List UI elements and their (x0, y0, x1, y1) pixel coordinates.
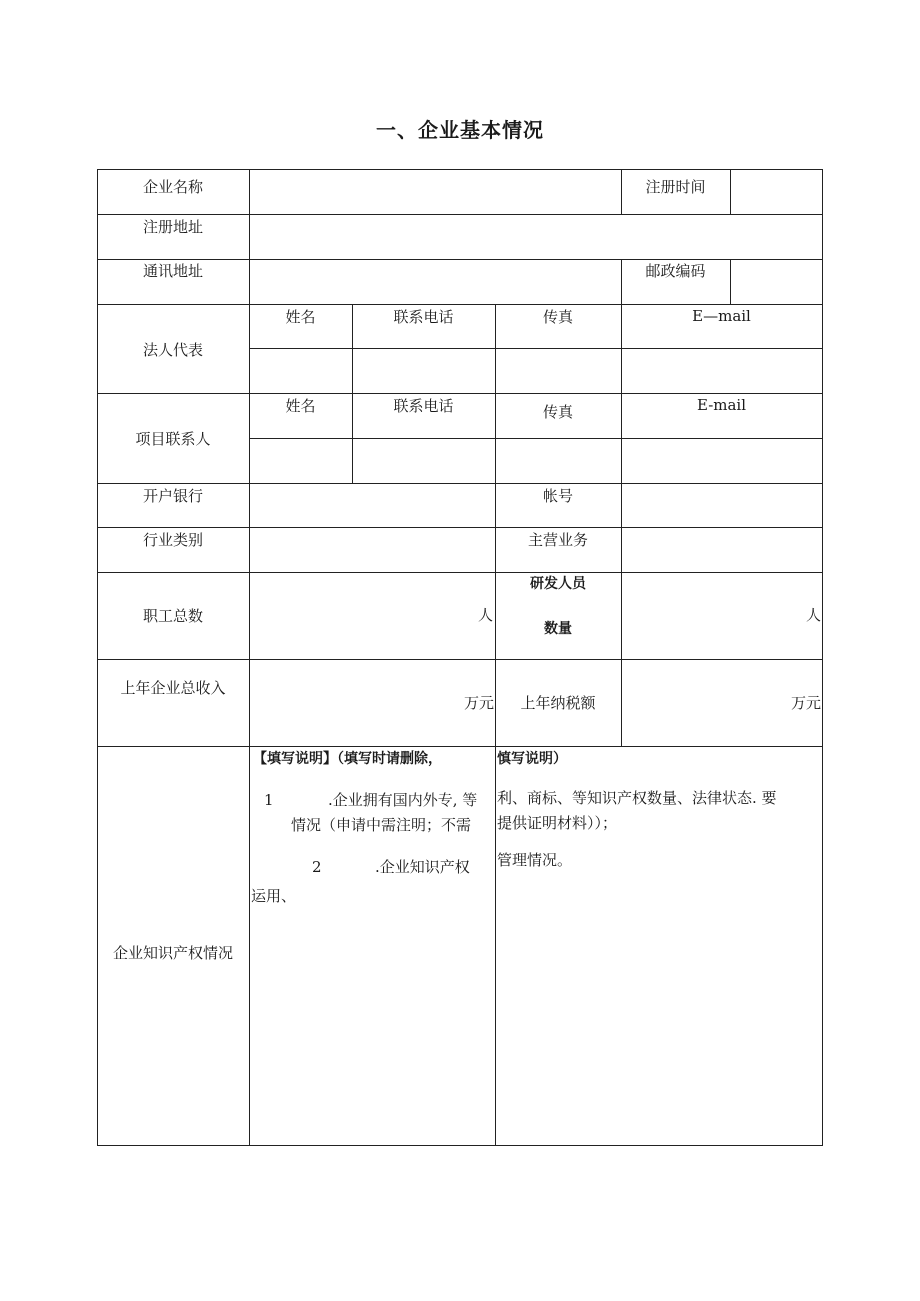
page-title: 一、企业基本情况 (376, 118, 544, 142)
contact-name-header: 姓名 (285, 397, 316, 415)
table-border-left (97, 169, 98, 1145)
account-label: 帐号 (542, 487, 573, 505)
rd-staff-label-line2: 数量 (544, 621, 572, 637)
contact-email-header: E-mail (696, 396, 747, 414)
bank-label: 开户银行 (142, 487, 203, 505)
legal-rep-label: 法人代表 (142, 341, 203, 359)
table-border-bottom (97, 1145, 823, 1146)
contact-phone-field[interactable] (353, 439, 495, 483)
ip-note-item1-line2a: 情况（申请中需注明；不需 (291, 816, 472, 834)
main-business-field[interactable] (622, 528, 822, 572)
reg-address-label: 注册地址 (142, 218, 203, 236)
ip-note-heading-a: 【填写说明】（填写时请删除， (253, 751, 442, 767)
ip-note-item2-line1a: .企业知识产权 (375, 858, 470, 876)
ip-label: 企业知识产权情况 (112, 944, 233, 962)
postcode-label: 邮政编码 (645, 262, 706, 280)
legal-rep-fax-header: 传真 (542, 308, 573, 326)
contact-email-field[interactable] (622, 439, 822, 483)
rd-staff-field[interactable] (622, 573, 822, 659)
ip-note-item1-number: 1 (264, 791, 274, 809)
ip-note-item1-line1b: 利、商标、等知识产权数量、法律状态. 要 (497, 789, 777, 807)
industry-label: 行业类别 (142, 531, 203, 549)
ip-note-item2-number: 2 (312, 858, 322, 876)
company-name-field[interactable] (250, 170, 620, 214)
contact-fax-field[interactable] (496, 439, 621, 483)
revenue-label: 上年企业总收入 (120, 679, 226, 697)
contact-label: 项目联系人 (135, 430, 211, 448)
reg-address-field[interactable] (250, 215, 822, 259)
reg-time-label: 注册时间 (645, 178, 706, 196)
tax-unit: 万元 (790, 694, 821, 712)
ip-note-heading-b: 慎写说明） (497, 751, 567, 767)
ip-note-item2-line1b: 管理情况。 (497, 851, 573, 869)
bank-field[interactable] (250, 484, 495, 527)
legal-rep-email-field[interactable] (622, 349, 822, 393)
postcode-field[interactable] (731, 260, 822, 304)
mail-address-label: 通讯地址 (142, 262, 203, 280)
company-name-label: 企业名称 (142, 178, 203, 196)
contact-fax-header: 传真 (542, 403, 573, 421)
revenue-field[interactable] (250, 660, 495, 746)
staff-field[interactable] (250, 573, 495, 659)
legal-rep-phone-field[interactable] (353, 349, 495, 393)
revenue-unit: 万元 (463, 694, 494, 712)
main-business-label: 主营业务 (527, 531, 588, 549)
rd-staff-unit: 人 (805, 606, 821, 624)
industry-field[interactable] (250, 528, 495, 572)
contact-name-field[interactable] (250, 439, 352, 483)
legal-rep-name-field[interactable] (250, 349, 352, 393)
staff-unit: 人 (477, 606, 493, 624)
table-rule (97, 393, 823, 394)
ip-note-item2-line2: 运用、 (251, 887, 297, 905)
table-border-right (822, 169, 823, 1145)
rd-staff-label-line1: 研发人员 (530, 576, 586, 592)
staff-label: 职工总数 (142, 607, 203, 625)
reg-time-field[interactable] (731, 170, 822, 214)
legal-rep-phone-header: 联系电话 (393, 308, 454, 326)
ip-note-item1-line2b: 提供证明材料））； (497, 814, 618, 832)
table-rule (97, 304, 823, 305)
legal-rep-email-header: E—mail (692, 307, 751, 325)
contact-phone-header: 联系电话 (393, 397, 454, 415)
account-field[interactable] (622, 484, 822, 527)
tax-field[interactable] (622, 660, 822, 746)
legal-rep-fax-field[interactable] (496, 349, 621, 393)
mail-address-field[interactable] (250, 260, 620, 304)
ip-note-item1-line1a: .企业拥有国内外专, 等 (328, 791, 478, 809)
legal-rep-name-header: 姓名 (285, 308, 316, 326)
tax-label: 上年纳税额 (520, 694, 596, 712)
